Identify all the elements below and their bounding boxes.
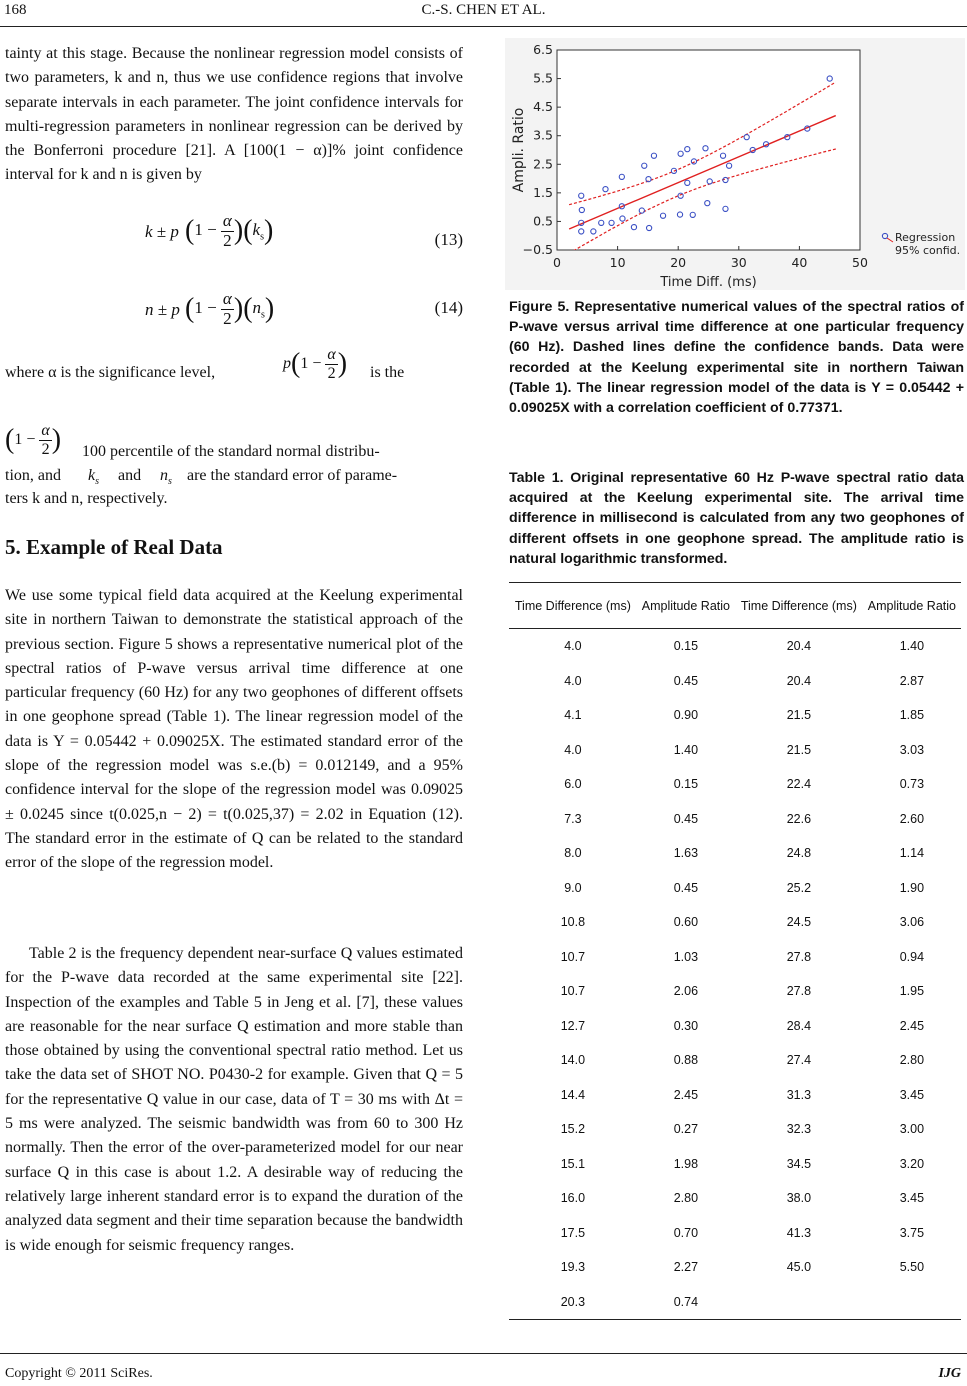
legend-confidence: 95% confid. xyxy=(895,244,961,257)
table-row xyxy=(509,1216,961,1251)
header-rule xyxy=(0,26,967,27)
table-cell: 0.15 xyxy=(673,639,699,654)
table-cell xyxy=(863,1285,961,1320)
table-row xyxy=(509,1181,961,1216)
y-tick-label: 0.5 xyxy=(533,213,553,229)
legend-regression: Regression xyxy=(895,231,956,244)
table-cell: 3.75 xyxy=(899,1225,925,1240)
y-tick-label: 6.5 xyxy=(533,42,553,57)
symbol-ns: $n_s$ xyxy=(160,467,172,488)
table-row xyxy=(509,1147,961,1182)
standard-error-text: are the standard error of parame- xyxy=(187,467,398,484)
table-row xyxy=(509,802,961,837)
table-cell xyxy=(735,1285,863,1320)
table-cell: 1.40 xyxy=(899,639,925,654)
params-text: ters k and n, respectively. xyxy=(5,490,168,507)
table-cell: 10.8 xyxy=(560,915,586,930)
table-cell: 0.45 xyxy=(673,673,699,688)
table-cell: 3.00 xyxy=(899,1122,925,1137)
copyright: Copyright © 2011 SciRes. xyxy=(5,1366,153,1381)
table-cell: 27.8 xyxy=(786,984,812,999)
table-cell: 14.4 xyxy=(560,1087,586,1102)
paragraph-bonferroni: tainty at this stage. Because the nonlinear regression model consists of two parameters, k and n, thus we use confidence regions that involve separate intervals in each parameter. The joint confidence intervals for multi-regression parameters in nonlinear regression can be derived by the Bonferroni procedure [21]. A [100(1 − α)]% joint confidence interval for k and n is given by xyxy=(5,45,463,184)
table-cell: 25.2 xyxy=(786,880,812,895)
table-cell: 1.85 xyxy=(899,708,925,723)
page-number: 168 xyxy=(4,2,27,18)
table-cell: 1.03 xyxy=(673,949,699,964)
table-cell: 2.27 xyxy=(673,1260,699,1275)
x-tick-label: 30 xyxy=(730,255,747,270)
y-tick-label: 5.5 xyxy=(533,70,553,86)
table-row xyxy=(509,664,961,699)
table-cell: 3.45 xyxy=(899,1087,925,1102)
table-cell: 0.27 xyxy=(673,1122,699,1137)
table-cell: 0.30 xyxy=(673,1018,699,1033)
table-cell: 27.8 xyxy=(786,949,812,964)
table-cell: 27.4 xyxy=(786,1053,812,1068)
where-alpha-text: where α is the significance level, xyxy=(5,364,216,381)
table-cell: 15.1 xyxy=(560,1156,586,1171)
x-tick-label: 0 xyxy=(553,255,561,270)
table-cell: 22.4 xyxy=(786,777,812,792)
table-cell: 38.0 xyxy=(786,1191,812,1206)
table-cell: 0.45 xyxy=(673,811,699,826)
header-amp-ratio-1: Amplitude Ratio xyxy=(637,583,735,629)
table-cell: 3.06 xyxy=(899,915,925,930)
table-cell: 1.40 xyxy=(673,742,699,757)
table-cell: 0.15 xyxy=(673,777,699,792)
is-the-text: is the xyxy=(370,364,405,381)
table-cell: 1.14 xyxy=(899,846,925,861)
x-tick-label: 20 xyxy=(670,255,687,270)
table-row xyxy=(509,1112,961,1147)
table-cell: 0.45 xyxy=(673,880,699,895)
and-text: and xyxy=(118,467,142,484)
table-cell: 0.88 xyxy=(673,1053,699,1068)
table-row xyxy=(509,767,961,802)
table-cell: 20.4 xyxy=(786,673,812,688)
table-cell: 2.60 xyxy=(899,811,925,826)
table-cell: 2.06 xyxy=(673,984,699,999)
table-cell: 4.0 xyxy=(564,673,582,688)
table-cell: 14.0 xyxy=(560,1053,586,1068)
y-tick-label: 1.5 xyxy=(533,184,553,200)
table-cell: 45.0 xyxy=(786,1260,812,1275)
table-cell: 19.3 xyxy=(560,1260,586,1275)
table-cell: 2.87 xyxy=(899,673,925,688)
table-cell: 2.80 xyxy=(899,1053,925,1068)
footer-rule xyxy=(0,1353,967,1354)
table-cell: 10.7 xyxy=(560,949,586,964)
table-cell: 3.03 xyxy=(899,742,925,757)
table-cell: 1.90 xyxy=(899,880,925,895)
table-row xyxy=(509,974,961,1009)
figure-5-caption: Figure 5. Representative numerical values of the spectral ratios of P-wave versus arrival time difference at one particular frequency (60 Hz). Dashed lines define the confidence bands. Data were recorded at the Keelung experimental site in northern Taiwan (Table 1). The linear regression model of the data is Y = 0.05442 + 0.09025X with a correlation coefficient of 0.77371. xyxy=(509,299,964,417)
inline-p-expression: p(1 − $\frac{\alpha}{2}$ ) xyxy=(283,346,348,382)
y-tick-label: 2.5 xyxy=(533,156,553,172)
table-cell: 5.50 xyxy=(899,1260,925,1275)
table-cell: 9.0 xyxy=(564,880,582,895)
paragraph-table2: Table 2 is the frequency dependent near-surface Q values estimated for the P-wave data recorded at the same experimental site [22]. Inspection of the examples and Table 5 in Jeng et al. [7], these values are reasonable for the near surface Q estimation and more stable than those obtained by using the conventional spectral ratio method. Let us take the data set of SHOT NO. P0430-2 for example. Given that Q = 5 for the representative Q value in our case, data of T = 30 ms with Δt = 5 ms were analyzed. The seismic bandwidth was from 60 to 300 Hz normally. Then the error of the over-parameterized model for our near surface Q in this case is about 1.2. A desirable way of reducing the relatively large inherent standard error is to expand the duration of the analyzed data segment and their time separation because the bandwidth is wide enough for seismic frequency ranges. xyxy=(5,945,463,1254)
table-row xyxy=(509,629,961,664)
table-header-row xyxy=(509,583,961,629)
equation-14-number: (14) xyxy=(434,298,463,317)
header-time-diff-1: Time Difference (ms) xyxy=(509,583,637,629)
table-cell: 7.3 xyxy=(564,811,582,826)
table-cell: 1.95 xyxy=(899,984,925,999)
table-cell: 0.70 xyxy=(673,1225,699,1240)
x-tick-label: 50 xyxy=(852,255,868,270)
table-cell: 8.0 xyxy=(564,846,582,861)
table-row xyxy=(509,836,961,871)
table-cell: 2.80 xyxy=(673,1191,699,1206)
table-cell: 20.4 xyxy=(786,639,812,654)
table-cell: 15.2 xyxy=(560,1122,586,1137)
table-cell: 24.5 xyxy=(786,915,812,930)
table-cell: 6.0 xyxy=(564,777,582,792)
table-row xyxy=(509,940,961,975)
table-cell: 20.3 xyxy=(509,1285,637,1320)
paragraph-real-data: We use some typical field data acquired at the Keelung experimental site in northern Taiwan to demonstrate the statistical approach of the previous section. Figure 5 shows a representative numerical plot of the spectral ratios of P-wave versus arrival time difference at one particular frequency (60 Hz) for any two geophones of different offsets in one geophone spread (Table 1). The linear regression model of the data is Y = 0.05442 + 0.09025X. The estimated standard error of the slope of the regression model was s.e.(b) = 0.012149, and a 95% confidence interval for the slope of the regression model was 0.09025 ± 0.0245 since t(0.025,n − 2) = t(0.025,37) = 2.02 in Equation (12). The standard error in the estimate of Q can be related to the standard error of the slope of the regression model. xyxy=(5,587,463,872)
table-cell: 0.60 xyxy=(673,915,699,930)
table-cell: 3.45 xyxy=(899,1191,925,1206)
y-tick-label: −0.5 xyxy=(522,242,553,257)
table-cell: 22.6 xyxy=(786,811,812,826)
table-cell: 12.7 xyxy=(560,1018,586,1033)
table-cell: 4.1 xyxy=(564,708,582,723)
x-tick-label: 10 xyxy=(609,255,626,270)
table-cell: 3.20 xyxy=(899,1156,925,1171)
equation-13-number: (13) xyxy=(434,230,463,249)
table-cell: 31.3 xyxy=(786,1087,812,1102)
table-cell: 2.45 xyxy=(899,1018,925,1033)
table-cell: 10.7 xyxy=(560,984,586,999)
table-cell: 28.4 xyxy=(786,1018,812,1033)
table-cell: 41.3 xyxy=(786,1225,812,1240)
table-cell: 1.63 xyxy=(673,846,699,861)
percentile-text: 100 percentile of the standard normal distribu- xyxy=(82,443,380,460)
table-cell: 24.8 xyxy=(786,846,812,861)
table-cell: 0.90 xyxy=(673,708,699,723)
table-cell: 0.73 xyxy=(899,777,925,792)
table-cell: 21.5 xyxy=(786,742,812,757)
journal-abbrev: IJG xyxy=(938,1366,961,1381)
y-tick-label: 3.5 xyxy=(533,127,553,143)
table-row xyxy=(509,1285,961,1320)
table-cell: 34.5 xyxy=(786,1156,812,1171)
section-heading: 5. Example of Real Data xyxy=(5,535,223,559)
running-title: C.-S. CHEN ET AL. xyxy=(421,2,546,18)
y-axis-label: Ampli. Ratio xyxy=(511,107,527,193)
table-cell: 2.45 xyxy=(673,1087,699,1102)
table-row xyxy=(509,1009,961,1044)
table-cell: 0.74 xyxy=(637,1285,735,1320)
table-cell: 16.0 xyxy=(560,1191,586,1206)
tion-and-text: tion, and xyxy=(5,467,61,484)
y-tick-label: 4.5 xyxy=(533,99,553,115)
table-row xyxy=(509,871,961,906)
figure-5-chart xyxy=(505,38,965,290)
table-1 xyxy=(509,582,961,1320)
table-cell: 0.94 xyxy=(899,949,925,964)
table-row xyxy=(509,1078,961,1113)
header-amp-ratio-2: Amplitude Ratio xyxy=(863,583,961,629)
x-axis-label: Time Diff. (ms) xyxy=(660,275,757,290)
table-cell: 17.5 xyxy=(560,1225,586,1240)
table-row xyxy=(509,1250,961,1285)
symbol-ks: $k_s$ xyxy=(88,467,100,488)
x-tick-label: 40 xyxy=(791,255,808,270)
table-row xyxy=(509,1043,961,1078)
table-cell: 32.3 xyxy=(786,1122,812,1137)
table-row xyxy=(509,698,961,733)
table-cell: 4.0 xyxy=(564,742,582,757)
table-cell: 1.98 xyxy=(673,1156,699,1171)
table-row xyxy=(509,905,961,940)
table-cell: 4.0 xyxy=(564,639,582,654)
table-row xyxy=(509,733,961,768)
inline-one-minus-alpha: (1 − $\frac{\alpha}{2}$ ) xyxy=(5,422,62,458)
header-time-diff-2: Time Difference (ms) xyxy=(735,583,863,629)
table-1-caption: Table 1. Original representative 60 Hz P-wave spectral ratio data acquired at the Keelung experimental site. The arrival time difference in millisecond is calculated from any two geophones of different offsets in one geophone spread. The amplitude ratio is natural logarithmic transformed. xyxy=(509,470,964,567)
table-cell: 21.5 xyxy=(786,708,812,723)
